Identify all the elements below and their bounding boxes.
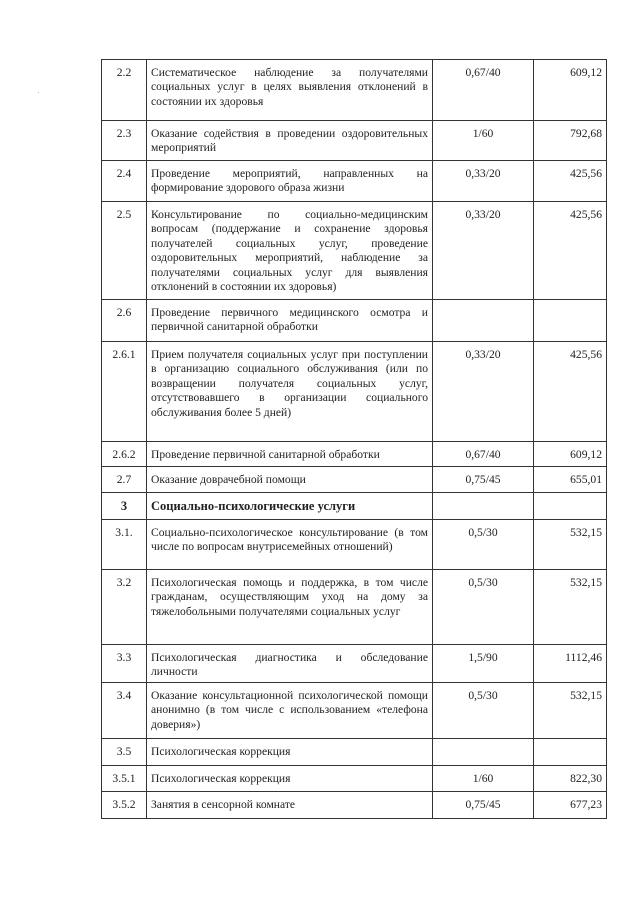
section-number: 3 (102, 493, 147, 520)
row-number: 2.6.1 (102, 342, 147, 442)
table-row (102, 342, 607, 442)
time-norm (433, 300, 534, 342)
service-description: Оказание содействия в проведении оздоровительных мероприятий (147, 121, 433, 161)
time-norm: 1/60 (433, 121, 534, 161)
table-row (102, 161, 607, 202)
time-norm: 0,67/40 (433, 442, 534, 467)
service-price: 532,15 (534, 683, 607, 739)
row-number: 3.5.2 (102, 792, 147, 819)
service-description: Социально-психологическое консультирование (в том числе по вопросам внутрисемейных отношений) (147, 520, 433, 570)
service-price: 425,56 (534, 342, 607, 442)
time-norm: 0,75/45 (433, 792, 534, 819)
row-number: 3.2 (102, 570, 147, 645)
service-description: Психологическая коррекция (147, 739, 433, 766)
table-row (102, 570, 607, 645)
time-norm (433, 739, 534, 766)
service-price (534, 493, 607, 520)
row-number: 3.5 (102, 739, 147, 766)
row-number: 3.5.1 (102, 766, 147, 792)
service-description: Психологическая помощь и поддержка, в том числе гражданам, осуществляющим уход на дому за тяжелобольными получателями социальных услуг (147, 570, 433, 645)
time-norm: 0,67/40 (433, 60, 534, 121)
time-norm: 1,5/90 (433, 645, 534, 683)
row-number: 2.4 (102, 161, 147, 202)
time-norm: 0,33/20 (433, 342, 534, 442)
service-description: Проведение первичного медицинского осмотра и первичной санитарной обработки (147, 300, 433, 342)
table-row (102, 683, 607, 739)
time-norm: 1/60 (433, 766, 534, 792)
services-tariff-table (101, 59, 607, 819)
table-row (102, 792, 607, 819)
table-row (102, 202, 607, 300)
scan-speck (38, 92, 39, 93)
service-price: 822,30 (534, 766, 607, 792)
table-row (102, 766, 607, 792)
table-row (102, 300, 607, 342)
service-description: Прием получателя социальных услуг при поступлении в организацию социального обслуживания (или по возвращении получателя социальных услуг, отсутствовавшего в организации социального обслуживания более 5 дней) (147, 342, 433, 442)
service-price: 609,12 (534, 442, 607, 467)
service-description: Проведение мероприятий, направленных на формирование здорового образа жизни (147, 161, 433, 202)
row-number: 2.7 (102, 467, 147, 493)
service-price: 655,01 (534, 467, 607, 493)
time-norm: 0,33/20 (433, 161, 534, 202)
time-norm: 0,75/45 (433, 467, 534, 493)
table-row (102, 520, 607, 570)
row-number: 2.6.2 (102, 442, 147, 467)
service-price: 532,15 (534, 570, 607, 645)
row-number: 2.2 (102, 60, 147, 121)
service-price: 609,12 (534, 60, 607, 121)
section-title: Социально-психологические услуги (147, 493, 433, 520)
row-number: 3.1. (102, 520, 147, 570)
time-norm: 0,33/20 (433, 202, 534, 300)
row-number: 3.3 (102, 645, 147, 683)
section-header-row (102, 493, 607, 520)
table-row (102, 645, 607, 683)
row-number: 2.6 (102, 300, 147, 342)
service-description: Консультирование по социально-медицинским вопросам (поддержание и сохранение здоровья получателей социальных услуг, проведение оздоровительных мероприятий, наблюдение за получателями социальных услуг для выявления отклонений в состоянии их здоровья) (147, 202, 433, 300)
service-description: Занятия в сенсорной комнате (147, 792, 433, 819)
service-description: Психологическая коррекция (147, 766, 433, 792)
service-price: 677,23 (534, 792, 607, 819)
table-row (102, 467, 607, 493)
service-description: Систематическое наблюдение за получателями социальных услуг в целях выявления отклонений в состоянии их здоровья (147, 60, 433, 121)
service-price: 425,56 (534, 161, 607, 202)
service-description: Психологическая диагностика и обследование личности (147, 645, 433, 683)
time-norm (433, 493, 534, 520)
service-price: 792,68 (534, 121, 607, 161)
service-price (534, 300, 607, 342)
service-price (534, 739, 607, 766)
row-number: 2.3 (102, 121, 147, 161)
time-norm: 0,5/30 (433, 570, 534, 645)
table-row (102, 739, 607, 766)
row-number: 2.5 (102, 202, 147, 300)
service-description: Проведение первичной санитарной обработки (147, 442, 433, 467)
table-row (102, 60, 607, 121)
time-norm: 0,5/30 (433, 683, 534, 739)
service-description: Оказание консультационной психологической помощи анонимно (в том числе с использованием «телефона доверия») (147, 683, 433, 739)
service-price: 532,15 (534, 520, 607, 570)
row-number: 3.4 (102, 683, 147, 739)
service-price: 1112,46 (534, 645, 607, 683)
table-row (102, 121, 607, 161)
table-row (102, 442, 607, 467)
time-norm: 0,5/30 (433, 520, 534, 570)
service-description: Оказание доврачебной помощи (147, 467, 433, 493)
service-price: 425,56 (534, 202, 607, 300)
